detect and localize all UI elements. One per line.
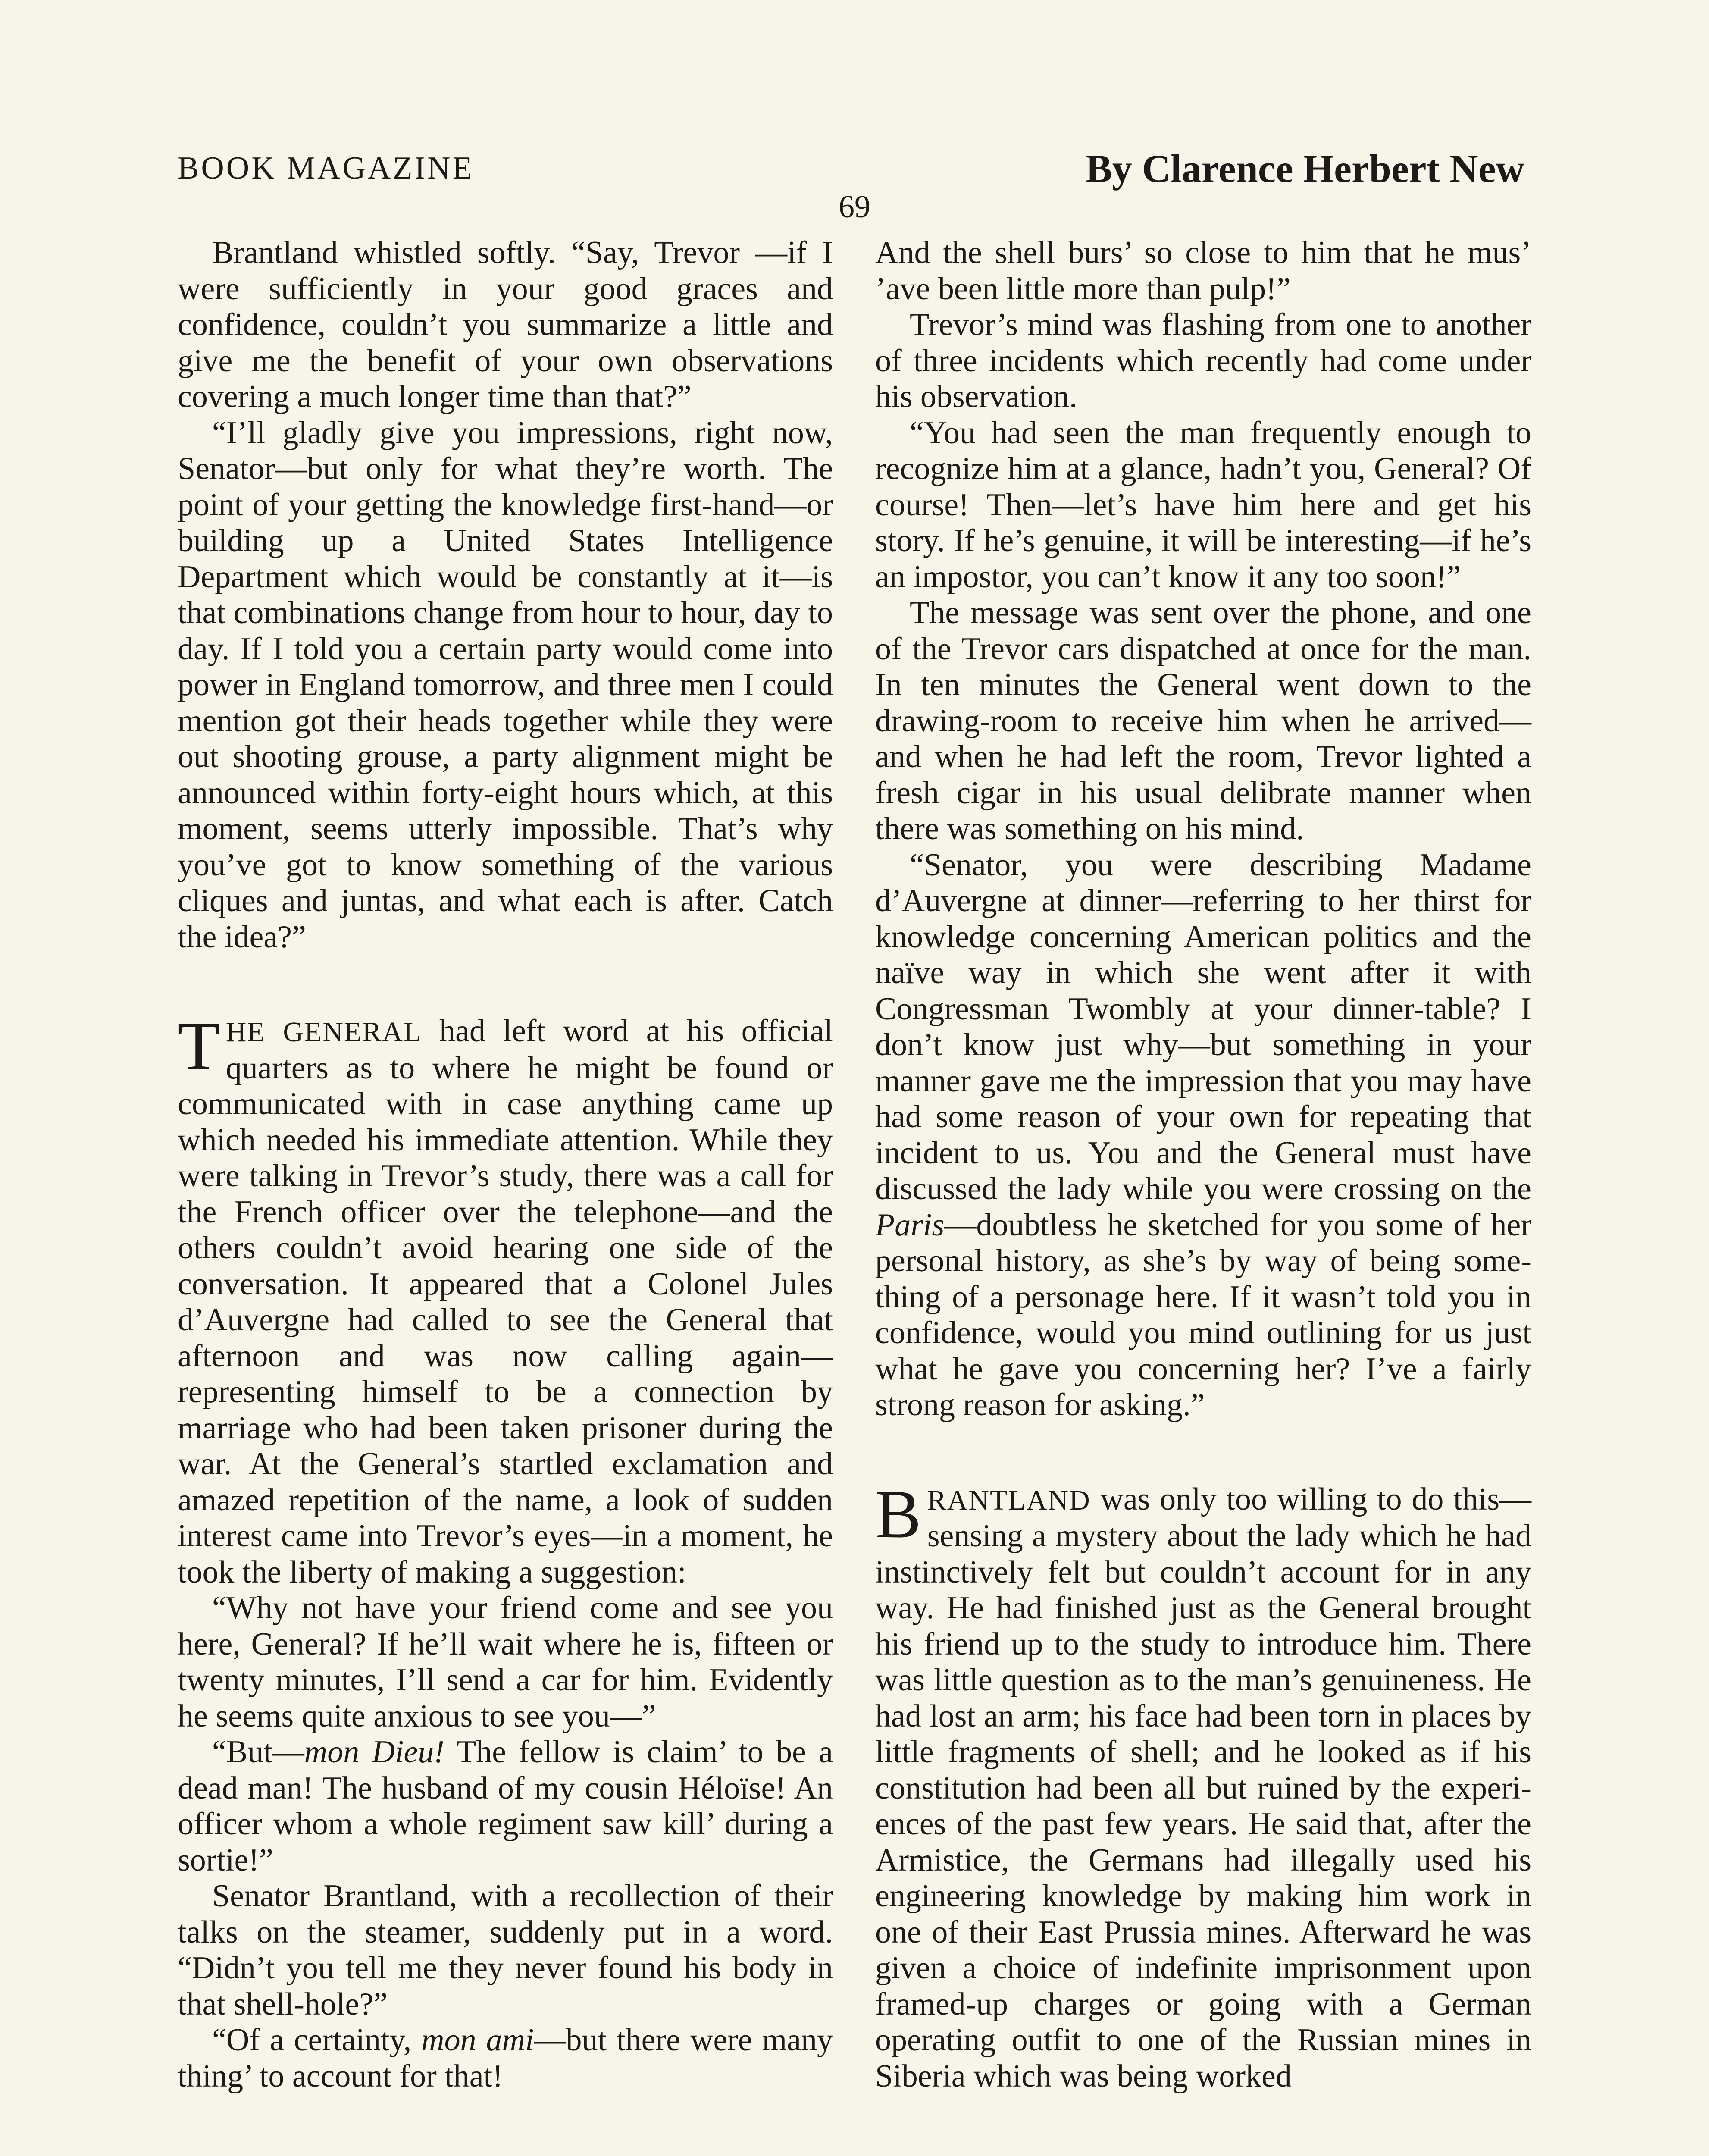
text-run: —but there were many thing’ to account for that! (178, 2022, 833, 2094)
small-caps-lead: HE GENERAL (225, 1016, 422, 1048)
italic-text: Paris (875, 1207, 945, 1243)
paragraph: “Why not have your friend come and see you here, General? If he’ll wait where he is, fifteen or twenty minutes, I’ll send a car for him. Evidently he seems quite anxious to see you—” (178, 1590, 833, 1734)
text-run: “Of a certainty, (212, 2022, 422, 2058)
right-column (875, 235, 1531, 2094)
running-head (178, 146, 1524, 193)
drop-cap: B (875, 1475, 921, 1552)
italic-text: mon ami (421, 2022, 534, 2058)
left-column (178, 235, 833, 2094)
paragraph-text: had left word at his official quarters as to where he might be found or communicated with in case anything came up which needed his immediate attention. While they were talking in Trevor’s study, there was a call for the French officer over the telephone—and the others couldn’t avoid hearing one side of the conversation. It appeared that a Colonel Jules d’Auvergne had called to see the General that afternoon and was now calling again—representing himself to be a connection by marriage who had been taken prisoner during the war. At the General’s startled exclamation and amazed repetition of the name, a look of sudden interest came into Trevor’s eyes—in a moment, he took the liberty of making a suggestion: (178, 1013, 833, 1590)
magazine-title: BOOK MAGAZINE (178, 150, 474, 186)
small-caps-lead: RANTLAND (927, 1484, 1091, 1516)
paragraph-continued: And the shell burs’ so close to him that he mus’ ’ave been little more than pulp!” (875, 235, 1531, 307)
paragraph: Brantland whistled softly. “Say, Trevor —if I were sufficiently in your good graces and confidence, couldn’t you summarize a little and give me the benefit of your own observations covering a much longer time than that?” (178, 235, 833, 414)
section-paragraph (875, 1475, 1531, 2095)
text-run: —doubtless he sketched for you some of her personal history, as she’s by way of being something of a personage here. If it wasn’t told you in confidence, would you mind outlining for us just what he gave you concerning her? I’ve a fairly strong reason for asking.” (875, 1207, 1531, 1423)
paragraph: Trevor’s mind was flashing from one to another of three incidents which recently had come under his observation. (875, 307, 1531, 414)
author-byline: By Clarence Herbert New (1086, 147, 1524, 191)
paragraph: “I’ll gladly give you impressions, right now, Senator—but only for what they’re worth. The point of your getting the knowledge first-hand—or building up a United States Intelligence Department which would be constantly at it—is that combinations change from hour to hour, day to day. If I told you a certain party would come into power in England tomorrow, and three men I could mention got their heads together while they were out shooting grouse, a party alignment might be announced within forty-eight hours which, at this moment, seems utterly impossible. That’s why you’ve got to know something of the various cliques and juntas, and what each is after. Catch the idea?” (178, 415, 833, 955)
text-run: “Senator, you were describing Madame d’Auvergne at dinner—referring to her thirst for knowledge concerning American politics and the naïve way in which she went after it with Congressman Twombly at your dinner-table? I don’t know just why—but something in your manner gave me the impression that you may have had some reason of your own for repeating that incident to us. You and the General must have discussed the lady while you were crossing on the (875, 847, 1531, 1206)
paragraph: Senator Brantland, with a recollection of their talks on the steamer, suddenly put in a word. “Didn’t you tell me they never found his body in that shell-hole?” (178, 1878, 833, 2022)
paragraph-text: was only too willing to do this—sensing a mystery about the lady which he had instinctively felt but couldn’t account for in any way. He had finished just as the General brought his friend up to the study to introduce him. There was little question as to the man’s genuineness. He had lost an arm; his face had been torn in places by little fragments of shell; and he looked as if his constitution had been all but ruined by the experiences of the past few years. He said that, after the Armistice, the Germans had illegally used his engineering knowledge by making him work in one of their East Prussia mines. Afterward he was given a choice of indefinite imprisonment upon framed-up charges or going with a German operating outfit to one of the Russian mines in Siberia which was being worked (875, 1481, 1531, 2094)
italic-text: mon Dieu! (304, 1734, 444, 1770)
paragraph (178, 2022, 833, 2094)
paragraph (178, 1734, 833, 1878)
text-run: The fellow is claim’ to be a dead man! The husband of my cousin Héloïse! An officer whom a whole regiment saw kill’ during a sortie!” (178, 1734, 833, 1878)
paragraph (875, 847, 1531, 1423)
section-paragraph (178, 1007, 833, 1590)
text-run: “But— (212, 1734, 304, 1770)
drop-cap: T (178, 1007, 220, 1084)
paragraph: The message was sent over the phone, and one of the Trevor cars dispatched at once for the man. In ten minutes the General went down to the drawing-room to receive him when he arrived—and when he had left the room, Trevor lighted a fresh cigar in his usual delibrate manner when there was something on his mind. (875, 595, 1531, 846)
page-number: 69 (839, 189, 870, 225)
paragraph: “You had seen the man frequently enough to recognize him at a glance, hadn’t you, General? Of course! Then—let’s have him here and get his story. If he’s genuine, it will be interesting—if he’s an impostor, you can’t know it any too soon!” (875, 415, 1531, 595)
